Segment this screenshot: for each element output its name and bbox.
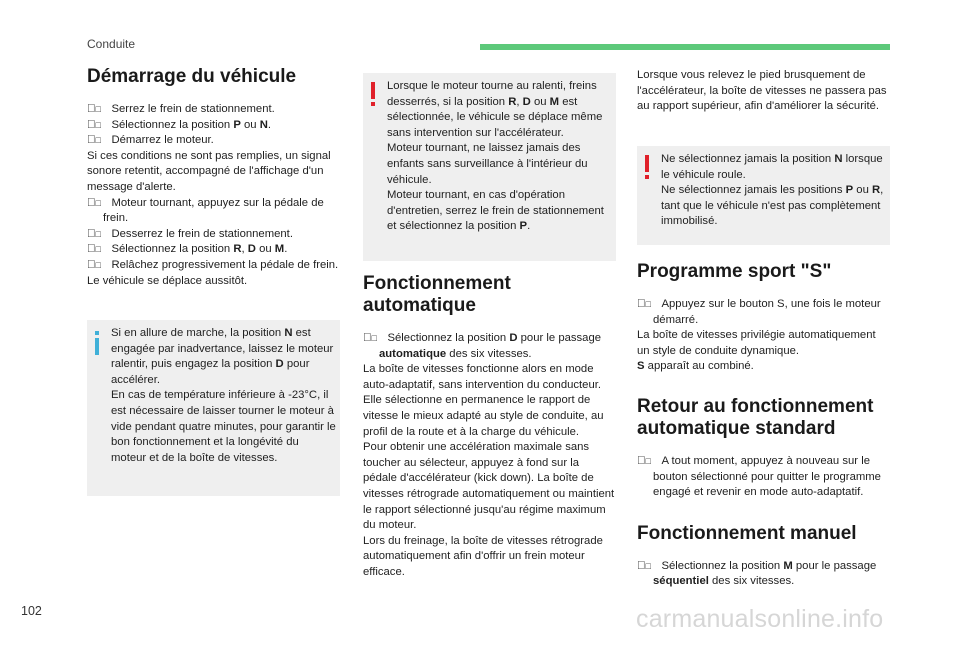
heading-programme-sport: Programme sport "S" xyxy=(637,261,832,282)
warning-box-2 xyxy=(637,146,890,245)
bullet-icon: □ xyxy=(95,135,101,146)
list-item: □ Desserrez le frein de stationnement. xyxy=(87,227,340,243)
column-3-lower xyxy=(637,261,890,590)
paragraph: Le véhicule se déplace aussitôt. xyxy=(87,274,248,287)
bullet-icon: □ xyxy=(645,560,651,571)
list-item: □ Appuyez sur le bouton S, une fois le moteur démarré. xyxy=(645,298,881,326)
bullet-icon: □ xyxy=(645,455,651,466)
warning-text: Ne sélectionnez jamais la position N lorsque le véhicule roule. xyxy=(661,153,883,181)
warning-text-2: Moteur tournant, ne laissez jamais des enfants sans surveillance à l'intérieur du véhicule. xyxy=(387,142,588,186)
info-box xyxy=(87,320,340,496)
heading-retour-automatique: Retour au fonctionnement automatique standard xyxy=(637,395,874,439)
paragraph: Si ces conditions ne sont pas remplies, un signal sonore retentit, accompagné de l'affichage d'un message d'alerte. xyxy=(87,149,331,193)
bullet-icon: □ xyxy=(371,333,377,343)
list-item: □ Sélectionnez la position M pour le passage séquentiel des six vitesses. xyxy=(645,559,877,588)
warning-text: Lorsque le moteur tourne au ralenti, freins desserrés, si la position R, D ou M est sélectionnée, le véhicule se déplace même sans intervention sur l'accélérateur. xyxy=(387,80,603,139)
warning-icon xyxy=(645,155,649,172)
bullet-icon: □ xyxy=(95,104,101,114)
list-item: □ Serrez le frein de stationnement. xyxy=(87,102,340,118)
bullet-icon: □ xyxy=(95,228,101,239)
list-item: □ Sélectionnez la position R, D ou M. xyxy=(87,242,340,258)
bullet-icon: □ xyxy=(95,119,101,130)
bullet-icon: □ xyxy=(95,197,101,208)
list-item: □ A tout moment, appuyez à nouveau sur le bouton sélectionné pour quitter le programme engagé et revenir en mode auto-adaptatif. xyxy=(645,454,881,499)
paragraph: Pour obtenir une accélération maximale sans toucher au sélecteur, appuyez à fond sur la pédale d'accélérateur (kick down). La boîte de vitesses rétrograde automatiquement ou maintient le rapport sélectionné jusqu'au régime maximum du moteur. xyxy=(363,441,615,532)
heading-demarrage: Démarrage du véhicule xyxy=(87,66,297,87)
list-item: □ Relâchez progressivement la pédale de frein. xyxy=(87,258,340,274)
info-text: Si en allure de marche, la position N est engagée par inadvertance, laissez le moteur ralentir, puis engagez la position D pour accélérer. xyxy=(111,327,334,386)
list-item: □ Sélectionnez la position D pour le passage automatique des six vitesses. xyxy=(371,332,602,360)
paragraph: Lors du freinage, la boîte de vitesses rétrograde automatiquement afin d'offrir un frein moteur efficace. xyxy=(363,534,603,578)
footer-watermark[interactable]: carmanualsonline.info xyxy=(636,605,884,633)
warning-text-3: Moteur tournant, en cas d'opération d'entretien, serrez le frein de stationnement et sélectionnez la position P. xyxy=(387,189,604,233)
paragraph: La boîte de vitesses fonctionne alors en mode auto-adaptatif, sans intervention du conducteur. Elle sélectionne en permanence le rapport de vitesse le mieux adapté au style de conduite, au profil de la route et à la charge du véhicule. xyxy=(363,363,604,438)
column-2 xyxy=(363,273,616,581)
warning-text-2: Ne sélectionnez jamais les positions P ou R, tant que le véhicule n'est pas complètement immobilisé. xyxy=(661,184,884,228)
paragraph: S apparaît au combiné. xyxy=(637,360,754,373)
column-1 xyxy=(87,66,340,289)
page-number: 102 xyxy=(21,604,42,618)
column-3 xyxy=(637,68,890,115)
heading-fonctionnement-automatique: Fonctionnement automatique xyxy=(363,273,511,316)
section-accent-bar xyxy=(480,44,890,50)
bullet-icon: □ xyxy=(95,259,101,270)
warning-icon xyxy=(371,82,375,99)
list-item: □ Démarrez le moteur. xyxy=(87,133,340,149)
info-text-2: En cas de température inférieure à -23°C, il est nécessaire de laisser tourner le moteur à vide pendant quatre minutes, pour garantir le bon fonctionnement et la longévité du moteur et de la boîte de vitesses. xyxy=(111,389,336,464)
bullet-icon: □ xyxy=(645,299,651,309)
paragraph: Lorsque vous relevez le pied brusquement de l'accélérateur, la boîte de vitesses ne passera pas au rapport supérieur, afin d'améliorer la sécurité. xyxy=(637,69,887,113)
paragraph: La boîte de vitesses privilégie automatiquement un style de conduite dynamique. xyxy=(637,329,876,357)
list-item: □ Sélectionnez la position P ou N. xyxy=(87,118,340,134)
bullet-icon: □ xyxy=(95,244,101,255)
list-item: □ Moteur tournant, appuyez sur la pédale de frein. xyxy=(95,196,324,225)
info-icon xyxy=(95,338,99,355)
section-title: Conduite xyxy=(87,37,136,51)
warning-box xyxy=(363,73,616,261)
heading-fonctionnement-manuel: Fonctionnement manuel xyxy=(637,522,857,544)
